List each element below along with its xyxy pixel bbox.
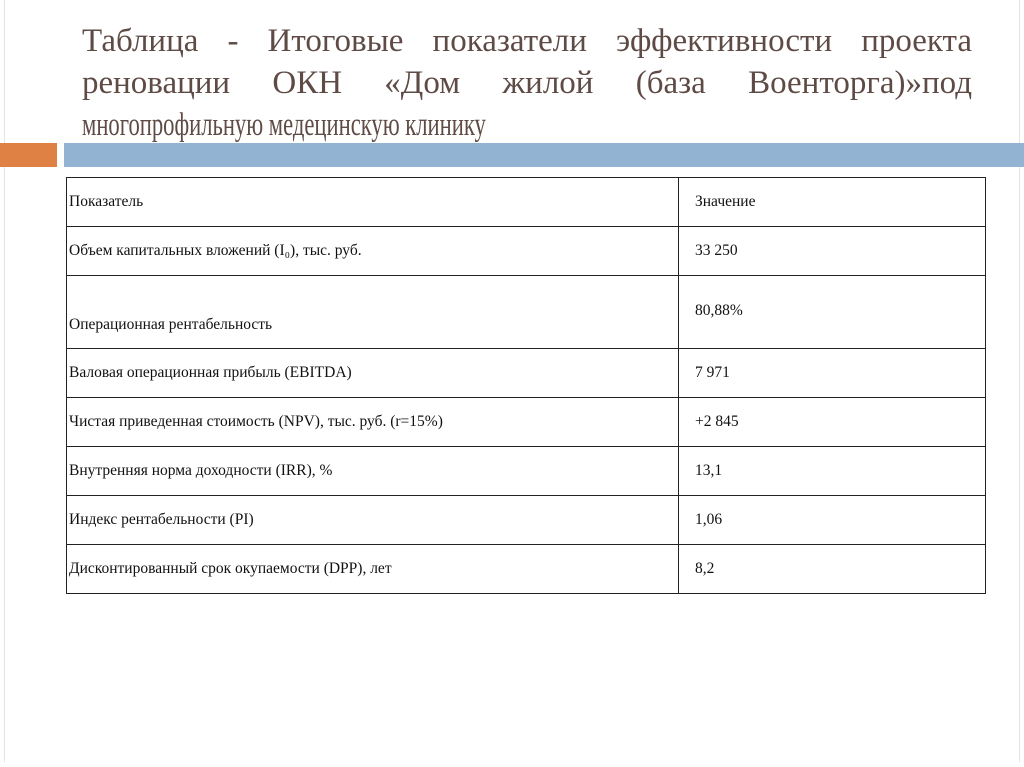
slide-title [82, 20, 972, 146]
indicators-table [66, 177, 986, 594]
table-row [67, 276, 986, 349]
table-row [67, 398, 986, 447]
row-value: 13,1 [679, 447, 986, 496]
row-value: 1,06 [679, 496, 986, 545]
row-value: 80,88% [679, 276, 986, 349]
table-row [67, 227, 986, 276]
table-row [67, 349, 986, 398]
title-line-2: реновации ОКН «Дом жилой (база Военторга)»под [82, 65, 972, 101]
row-label: Индекс рентабельности (PI) [67, 496, 679, 545]
row-label: Операционная рентабельность [67, 276, 679, 349]
row-value: 7 971 [679, 349, 986, 398]
row-label: Валовая операционная прибыль (EBITDA) [67, 349, 679, 398]
row-value: 8,2 [679, 545, 986, 594]
accent-bar-blue [64, 143, 1024, 167]
row-value: 33 250 [679, 227, 986, 276]
table-row [67, 447, 986, 496]
table-row [67, 496, 986, 545]
table-row [67, 545, 986, 594]
row-value: +2 845 [679, 398, 986, 447]
title-line-3: многопрофильную медецинскую клинику [82, 107, 486, 143]
header-indicator: Показатель [67, 178, 679, 227]
title-line-1: Таблица - Итоговые показатели эффективности проекта [82, 23, 972, 59]
row-label: Объем капитальных вложений (I₀), тыс. руб. [67, 227, 679, 276]
accent-bar-orange [0, 143, 57, 167]
row-label: Чистая приведенная стоимость (NPV), тыс. руб. (r=15%) [67, 398, 679, 447]
row-label: Внутренняя норма доходности (IRR), % [67, 447, 679, 496]
table-header-row [67, 178, 986, 227]
header-value: Значение [679, 178, 986, 227]
row-label: Дисконтированный срок окупаемости (DPP), лет [67, 545, 679, 594]
